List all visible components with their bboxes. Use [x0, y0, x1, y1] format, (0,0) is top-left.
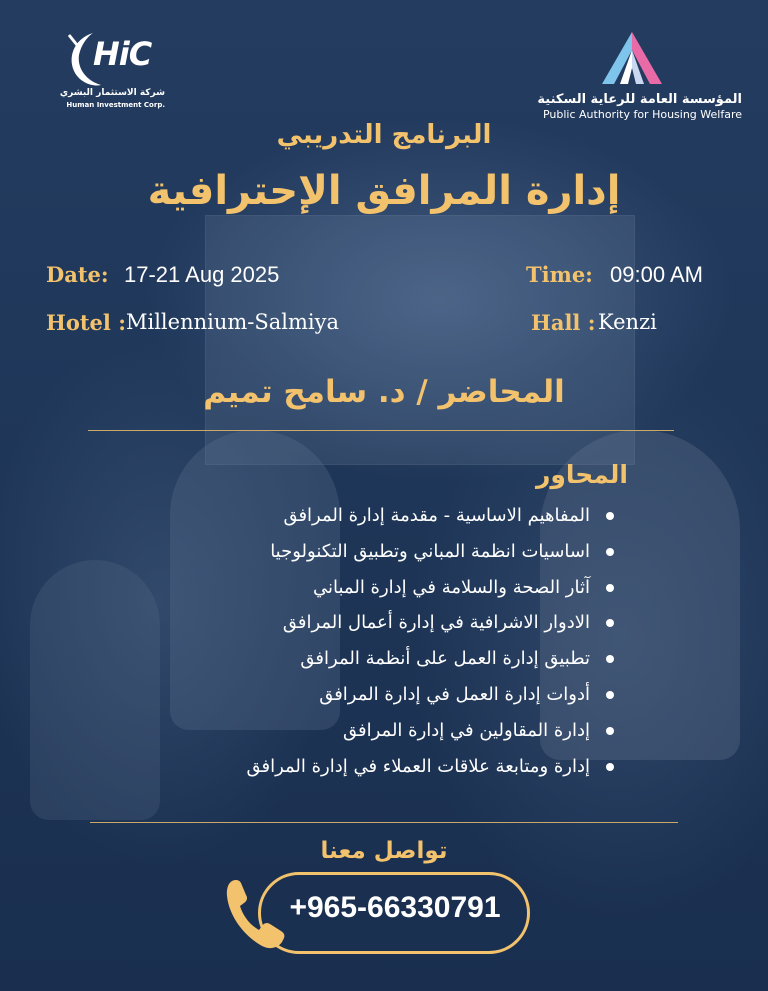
program-title: إدارة المرافق الإحترافية [147, 168, 621, 214]
contact-title: تواصل معنا [320, 838, 448, 864]
bullet-icon [606, 512, 614, 520]
bullet-icon [606, 655, 614, 663]
list-item: إدارة المقاولين في إدارة المرافق [58, 713, 618, 749]
bullet-icon [606, 619, 614, 627]
list-item: آثار الصحة والسلامة في إدارة المباني [58, 570, 618, 606]
lecturer-name: المحاضر / د. سامح تميم [203, 374, 565, 410]
date-value: 17-21 Aug 2025 [124, 262, 280, 287]
program-subtitle: البرنامج التدريبي [276, 120, 492, 150]
list-item: أدوات إدارة العمل في إدارة المرافق [58, 677, 618, 713]
bullet-icon [606, 727, 614, 735]
hic-english-name: Human Investment Corp. [66, 101, 165, 109]
bullet-icon [606, 763, 614, 771]
hotel-label: Hotel : [46, 310, 126, 335]
hall-label: Hall : [531, 310, 596, 335]
list-item: الادوار الاشرافية في إدارة أعمال المرافق [58, 605, 618, 641]
bullet-icon [606, 548, 614, 556]
hotel-value: Millennium-Salmiya [126, 310, 340, 334]
list-item: اساسيات انظمة المباني وتطبيق التكنولوجيا [58, 534, 618, 570]
pah-arabic-name: المؤسسة العامة للرعاية السكنية [537, 92, 742, 107]
time-label: Time: [526, 262, 593, 287]
hic-arabic-name: شركة الاستثمار البشري [59, 88, 165, 98]
list-item: إدارة ومتابعة علاقات العملاء في إدارة المرافق [58, 749, 618, 785]
list-item: المفاهيم الاساسية - مقدمة إدارة المرافق [58, 498, 618, 534]
divider-bottom [90, 822, 678, 823]
divider-top [88, 430, 674, 431]
topics-list [58, 498, 618, 784]
list-item: تطبيق إدارة العمل على أنظمة المرافق [58, 641, 618, 677]
hic-logo [55, 25, 175, 115]
bullet-icon [606, 691, 614, 699]
pah-emblem-icon [600, 30, 664, 88]
bullet-icon [606, 584, 614, 592]
time-value: 09:00 AM [610, 262, 703, 287]
background-projector-screen [205, 215, 635, 465]
hic-brand: HiC [93, 35, 152, 73]
axes-title: المحاور [535, 460, 628, 489]
phone-number[interactable]: +965-66330791 [289, 891, 501, 924]
pah-english-name: Public Authority for Housing Welfare [542, 108, 742, 121]
hall-value: Kenzi [598, 310, 657, 334]
date-label: Date: [46, 262, 109, 287]
pah-logo [520, 30, 745, 125]
